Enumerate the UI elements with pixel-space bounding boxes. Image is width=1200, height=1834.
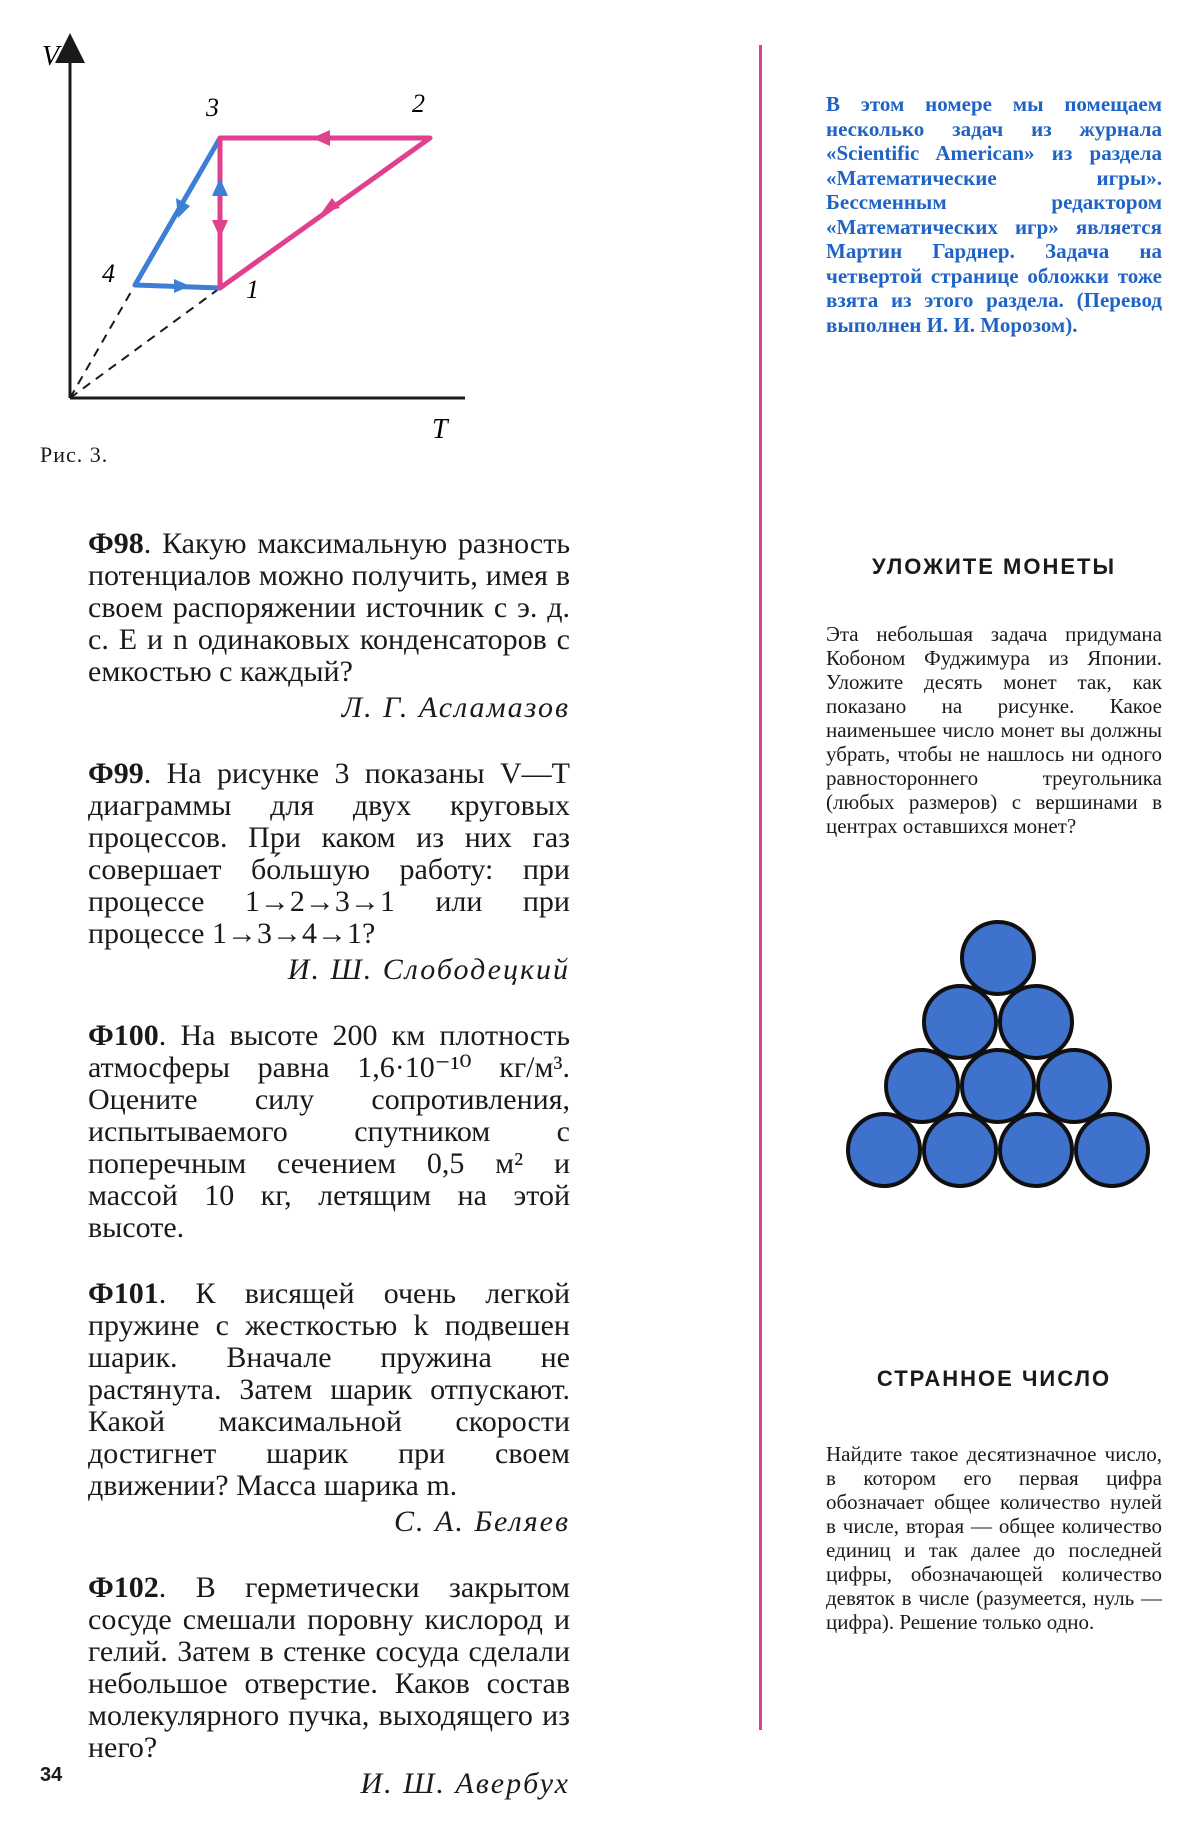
problem-f99: [88, 758, 570, 986]
problem-text: . В герметически закрытом сосуде смешали поровну кислород и гелий. Затем в стенке сосуда сделали небольшое отверстие. Каков состав молекулярного пучка, выходящего из него?: [88, 1571, 570, 1764]
arrow-3-to-1: [212, 220, 228, 238]
problem-number: Ф99: [88, 757, 144, 790]
intro-note: В этом номере мы помещаем несколько задач из журнала «Scientific American» из раздела «Математические игры». Бессменным редактором «Математических игр» является Мартин Гарднер. Задача на четвертой странице обложки тоже взята из этого раздела. (Перевод выполнен И. И. Морозом).: [826, 92, 1162, 337]
number-section-text: Найдите такое десятизначное число, в котором его первая цифра обозначает общее количество нулей в числе, вторая — общее количество единиц и так далее до последней цифры, обозначающей количество девяток в числе (разумеется, нуль — цифра). Решение только одно.: [826, 1442, 1162, 1634]
problem-f98: [88, 528, 570, 724]
point-label-2: 2: [412, 89, 425, 118]
page-number: 34: [40, 1764, 63, 1786]
arrow-4-to-1: [174, 279, 190, 293]
problem-text: . На высоте 200 км плотность атмосферы равна 1,6·10⁻¹⁰ кг/м³. Оцените силу сопротивления, испытываемого спутником с поперечным сечением 0,5 м² и массой 10 кг, летящим на этой высоте.: [88, 1019, 570, 1244]
axis-label-t: T: [432, 414, 448, 445]
problem-author: Л. Г. Асламазов: [341, 691, 570, 724]
problem-number: Ф101: [88, 1277, 159, 1310]
dashed-line-to-1: [70, 288, 220, 398]
coin: [846, 1112, 922, 1188]
number-section-title: СТРАННОЕ ЧИСЛО: [876, 1366, 1112, 1391]
problem-number: Ф100: [88, 1019, 159, 1052]
problem-text: . К висящей очень легкой пружине с жесткостью k подвешен шарик. Вначале пружина не растянута. Затем шарик отпускают. Какой максимальной скорости достигнет шарик при своем движении? Масса шарика m.: [88, 1277, 570, 1502]
point-label-1: 1: [246, 275, 259, 304]
coins-section-title: УЛОЖИТЕ МОНЕТЫ: [871, 554, 1116, 579]
axis-label-v: V: [42, 41, 60, 72]
problem-author: И. Ш. Слободецкий: [287, 953, 570, 986]
coin: [998, 1112, 1074, 1188]
problem-f100: [88, 1020, 570, 1244]
coin: [1074, 1112, 1150, 1188]
column-divider: [759, 45, 762, 1730]
arrow-2-to-3: [312, 130, 330, 146]
coin: [922, 1112, 998, 1188]
problem-text: . На рисунке 3 показаны V—T диаграммы для двух круговых процессов. При каком из них газ совершает бо́льшую работу: при процессе 1→2→3→1 или при процессе 1→3→4→1?: [88, 757, 570, 950]
arrow-1-to-3: [212, 178, 228, 196]
problem-f101: [88, 1278, 570, 1538]
problem-author: С. А. Беляев: [394, 1505, 570, 1538]
problem-number: Ф102: [88, 1571, 159, 1604]
figure-vt-diagram: [40, 30, 480, 450]
cycle-1-2-3-1: [220, 138, 430, 288]
arrow-1-to-2: [322, 198, 340, 212]
problem-f102: [88, 1572, 570, 1800]
point-label-3: 3: [206, 93, 219, 122]
dashed-line-to-4: [70, 285, 135, 398]
problem-number: Ф98: [88, 527, 144, 560]
vt-diagram-svg: [40, 30, 480, 450]
problem-text: . Какую максимальную разность потенциалов можно получить, имея в своем распоряжении источник с э. д. с. E и n одинаковых конденсаторов с емкостью c каждый?: [88, 527, 570, 688]
coins-section-text: Эта небольшая задача придумана Кобоном Фуджимура из Японии. Уложите десять монет так, как показано на рисунке. Какое наименьшее число монет вы должны убрать, чтобы не нашлось ни одного равностороннего треугольника (любых размеров) с вершинами в центрах оставшихся монет?: [826, 622, 1162, 838]
problem-author: И. Ш. Авербух: [360, 1767, 570, 1800]
problems-column: [88, 528, 570, 1834]
figure-caption: Рис. 3.: [40, 442, 109, 467]
point-label-4: 4: [102, 259, 115, 288]
coins-triangle: [855, 920, 1165, 1210]
